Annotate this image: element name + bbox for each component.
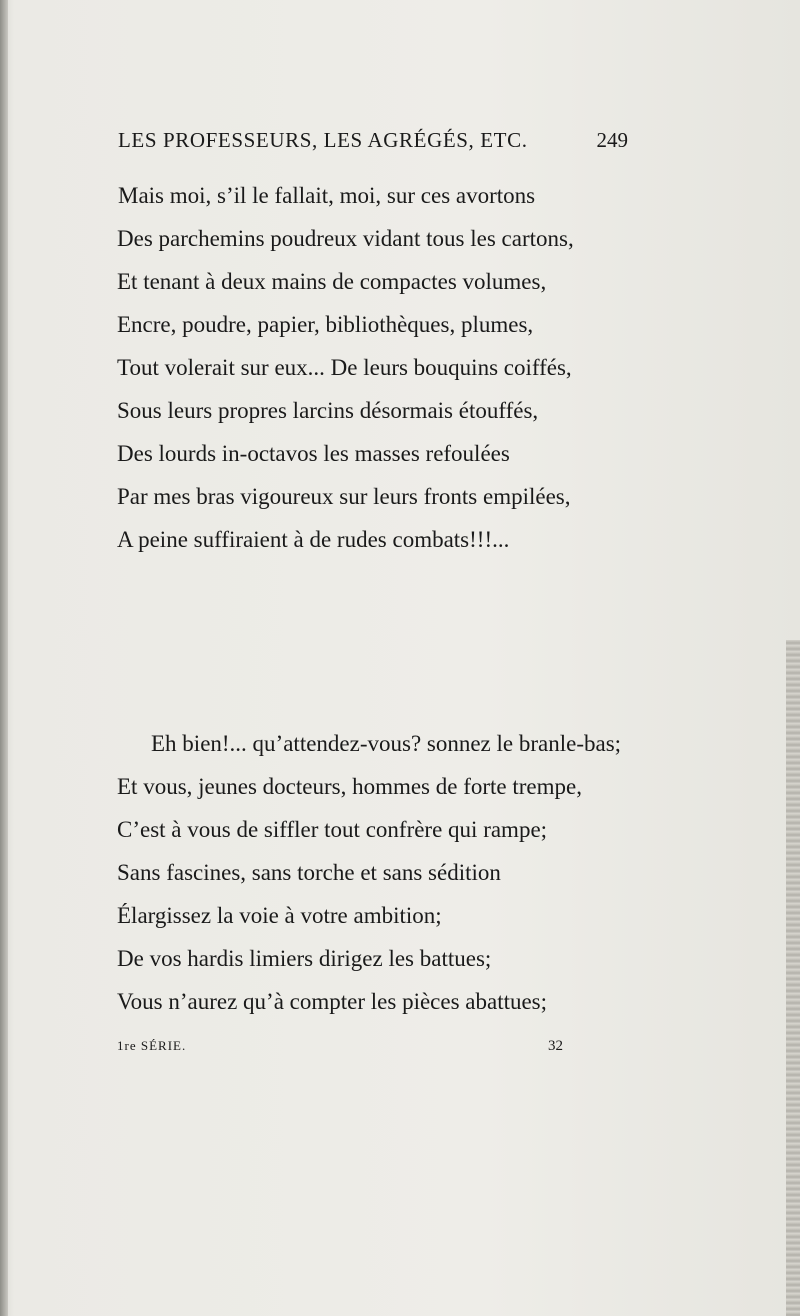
signature-line (117, 1038, 563, 1058)
page-gutter (0, 0, 8, 1316)
stanza-2 (117, 722, 621, 1023)
verse-line: Et vous, jeunes docteurs, hommes de forte trempe, (117, 774, 582, 799)
series-mark: 1re SÉRIE. (117, 1038, 187, 1053)
running-header (118, 128, 628, 158)
signature-number: 32 (548, 1038, 563, 1054)
verse-line: Vous n’aurez qu’à compter les pièces abattues; (117, 989, 548, 1014)
verse-line: Sans fascines, sans torche et sans sédition (117, 860, 501, 885)
running-title: LES PROFESSEURS, LES AGRÉGÉS, ETC. (118, 128, 528, 152)
page-fore-edge (786, 640, 800, 1316)
verse-line: Mais moi, s’il le fallait, moi, sur ces avortons (118, 183, 536, 208)
verse-line: C’est à vous de siffler tout confrère qui rampe; (117, 817, 548, 842)
verse-line: Sous leurs propres larcins désormais étouffés, (117, 398, 539, 423)
verse-line: Des parchemins poudreux vidant tous les cartons, (117, 226, 574, 251)
verse-line: Élargissez la voie à votre ambition; (117, 903, 442, 928)
verse-line: Et tenant à deux mains de compactes volumes, (117, 269, 547, 294)
verse-line: Des lourds in-octavos les masses refoulées (117, 441, 510, 466)
verse-line: A peine suffiraient à de rudes combats!!!... (117, 527, 510, 552)
verse-line: Eh bien!... qu’attendez-vous? sonnez le branle-bas; (151, 731, 622, 756)
verse-line: De vos hardis limiers dirigez les battues; (117, 946, 492, 971)
verse-line: Par mes bras vigoureux sur leurs fronts empilées, (117, 484, 571, 509)
verse-line: Tout volerait sur eux... De leurs bouquins coiffés, (117, 355, 572, 380)
verse-line: Encre, poudre, papier, bibliothèques, plumes, (117, 312, 534, 337)
stanza-1 (117, 174, 574, 561)
page-number: 249 (596, 128, 628, 152)
